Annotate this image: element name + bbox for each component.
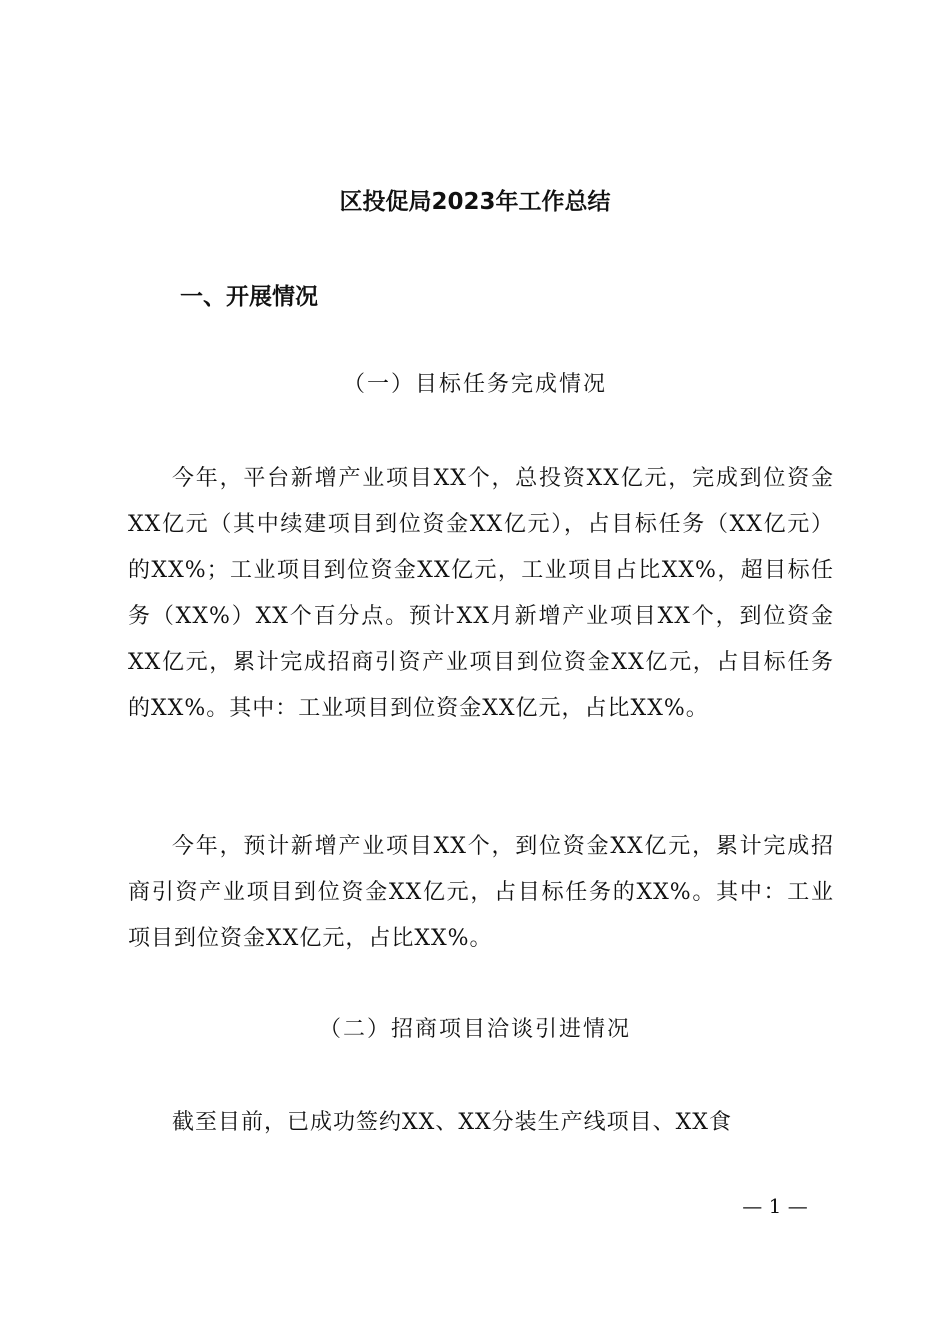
paragraph-forecast: 今年，预计新增产业项目XX个，到位资金XX亿元，累计完成招商引资产业项目到位资金XX亿元，占目标任务的XX%。其中：工业项目到位资金XX亿元，占比XX%。: [128, 834, 834, 951]
document-title: 区投促局2023年工作总结: [339, 189, 611, 215]
paragraph-target-completion: 今年，平台新增产业项目XX个，总投资XX亿元，完成到位资金XX亿元（其中续建项目到位资金XX亿元），占目标任务（XX亿元）的XX%；工业项目到位资金XX亿元，工业项目占比XX%，超目标任务（XX%）XX个百分点。预计XX月新增产业项目XX个，到位资金XX亿元，累计完成招商引资产业项目到位资金XX亿元，占目标任务的XX%。其中：工业项目到位资金XX亿元，占比XX%。: [128, 466, 834, 721]
subsection-heading-project-negotiation: （二）招商项目洽谈引进情况: [318, 1017, 631, 1042]
subsection-heading-target-tasks: （一）目标任务完成情况: [342, 372, 607, 397]
page-number: — 1 —: [742, 1194, 808, 1218]
section-heading-development: 一、开展情况: [180, 284, 318, 310]
paragraph-signed-projects: 截至目前，已成功签约XX、XX分装生产线项目、XX食: [172, 1110, 732, 1135]
